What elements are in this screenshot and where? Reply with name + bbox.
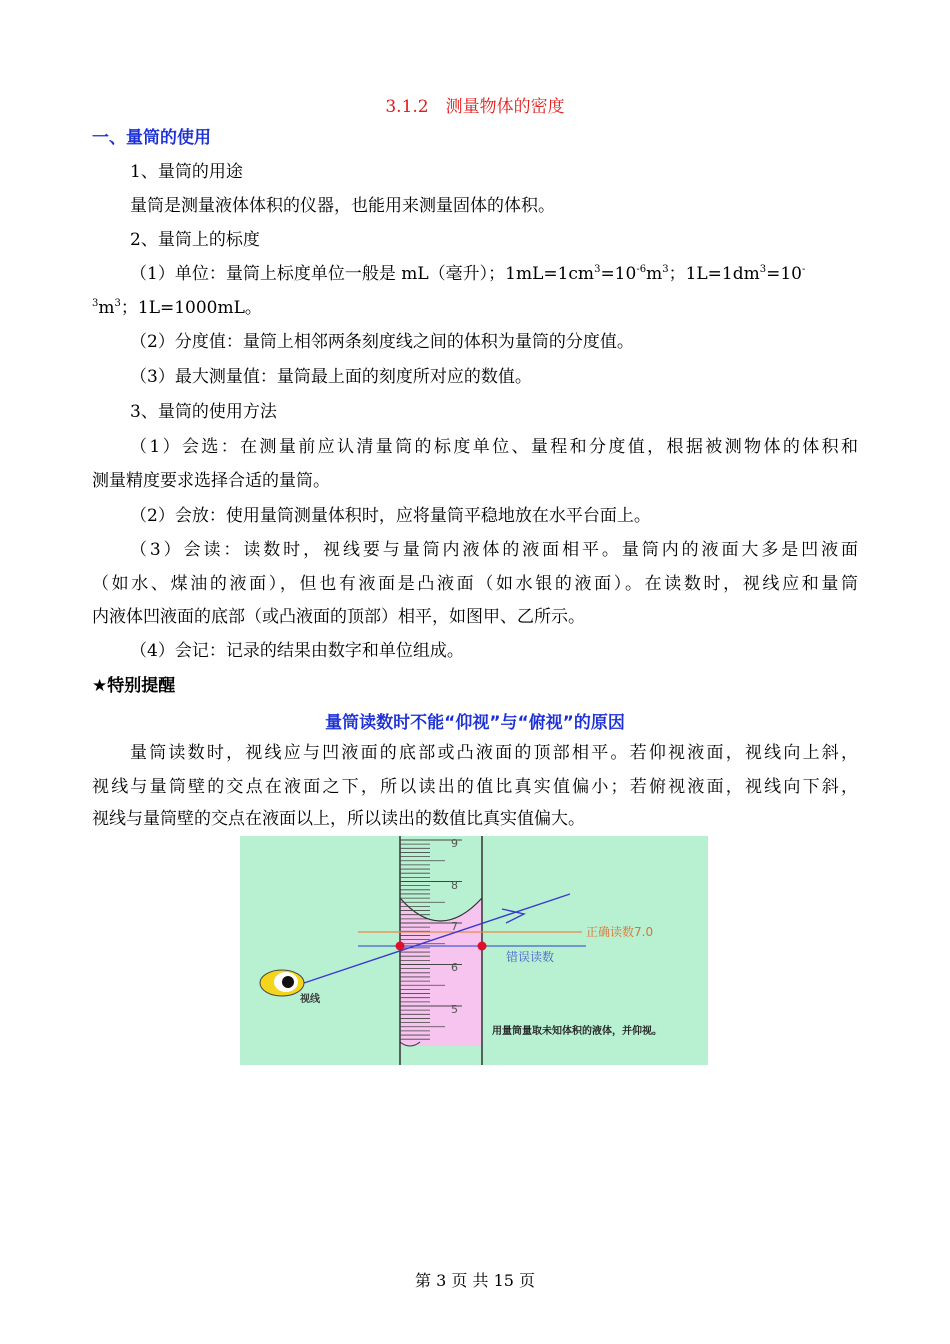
item-1-text: 量筒是测量液体体积的仪器，也能用来测量固体的体积。: [130, 196, 555, 216]
figure-svg: [240, 836, 708, 1065]
scale-value-text: （2）分度值：量筒上相邻两条刻度线之间的体积为量筒的分度值。: [130, 332, 634, 352]
unit-text: m: [646, 264, 663, 284]
place-text: （2）会放：使用量筒测量体积时，应将量筒平稳地放在水平台面上。: [130, 506, 651, 526]
footer-text: 第: [414, 1271, 431, 1290]
read-line-1: （3）会读：读数时，视线要与量筒内液体的液面相平。量筒内的液面大多是凹液面: [130, 540, 858, 560]
unit-text: =10: [600, 264, 637, 284]
unit-sup: -: [802, 264, 806, 275]
unit-prefix: （1）单位：量筒上标度单位一般是 mL（毫升）；1mL=1cm: [130, 264, 595, 284]
eye-icon: [260, 970, 304, 996]
reason-line-3: 视线与量筒壁的交点在液面以上，所以读出的数值比真实值偏大。: [92, 809, 585, 829]
tick-label: 8: [451, 879, 458, 892]
special-reminder-heading: ★特别提醒: [92, 676, 176, 696]
reason-line-2: 视线与量筒壁的交点在液面之下，所以读出的值比真实值偏小；若俯视液面，视线向下斜，: [92, 777, 858, 797]
section-heading-cylinder-use: 一、量筒的使用: [92, 128, 211, 148]
footer-text: 共: [472, 1271, 489, 1290]
correct-reading-label: 正确读数7.0: [586, 925, 654, 939]
read-line-2: （如水、煤油的液面），但也有液面是凸液面（如水银的液面）。在读数时，视线应和量筒: [92, 574, 858, 594]
tick-label: 7: [451, 920, 458, 933]
unit-text: ；1L=1dm: [668, 264, 760, 284]
reminder-title: 量筒读数时不能“仰视”与“俯视”的原因: [325, 713, 625, 733]
footer-text: 页: [519, 1271, 536, 1290]
max-value-text: （3）最大测量值：量筒最上面的刻度所对应的数值。: [130, 367, 532, 387]
unit-text: =10: [766, 264, 803, 284]
eye-label: 视线: [300, 994, 320, 1005]
unit-sup: 3: [92, 298, 99, 309]
current-page: 3: [436, 1271, 447, 1290]
page-footer: [0, 1268, 950, 1291]
reason-line-1: 量筒读数时，视线应与凹液面的底部或凸液面的顶部相平。若仰视液面，视线向上斜，: [130, 743, 858, 763]
unit-sup: 3: [759, 264, 767, 275]
record-text: （4）会记：记录的结果由数字和单位组成。: [130, 641, 464, 661]
tick-label: 5: [451, 1003, 458, 1016]
unit-sup: 3: [114, 298, 121, 309]
page-title: 3.1.2 测量物体的密度: [385, 97, 565, 117]
cylinder-reading-figure: [240, 836, 708, 1065]
tick-label: 9: [451, 837, 458, 850]
unit-line-1: [130, 263, 858, 285]
choose-line-1: （1）会选：在测量前应认清量筒的标度单位、量程和分度值，根据被测物体的体积和: [130, 437, 858, 457]
intersection-dot-right: [478, 942, 487, 951]
figure-caption: 用量筒量取未知体积的液体，并仰视。: [492, 1026, 662, 1037]
unit-text: m: [98, 298, 115, 318]
unit-sup: 3: [662, 264, 669, 275]
unit-sup: 3: [594, 264, 601, 275]
item-2-heading: 2、量筒上的标度: [130, 230, 260, 250]
total-pages: 15: [493, 1271, 514, 1290]
unit-sup: -6: [636, 264, 647, 275]
unit-text: ；1L=1000mL。: [120, 298, 262, 318]
intersection-dot-left: [396, 942, 405, 951]
footer-text: 页: [451, 1271, 468, 1290]
unit-line-2: [92, 297, 858, 319]
item-3-heading: 3、量筒的使用方法: [130, 402, 277, 422]
choose-line-2: 测量精度要求选择合适的量筒。: [92, 471, 330, 491]
wrong-reading-label: 错误读数: [506, 950, 555, 964]
item-1-heading: 1、量筒的用途: [130, 162, 243, 182]
tick-label: 6: [451, 961, 458, 974]
read-line-3: 内液体凹液面的底部（或凸液面的顶部）相平，如图甲、乙所示。: [92, 607, 585, 627]
